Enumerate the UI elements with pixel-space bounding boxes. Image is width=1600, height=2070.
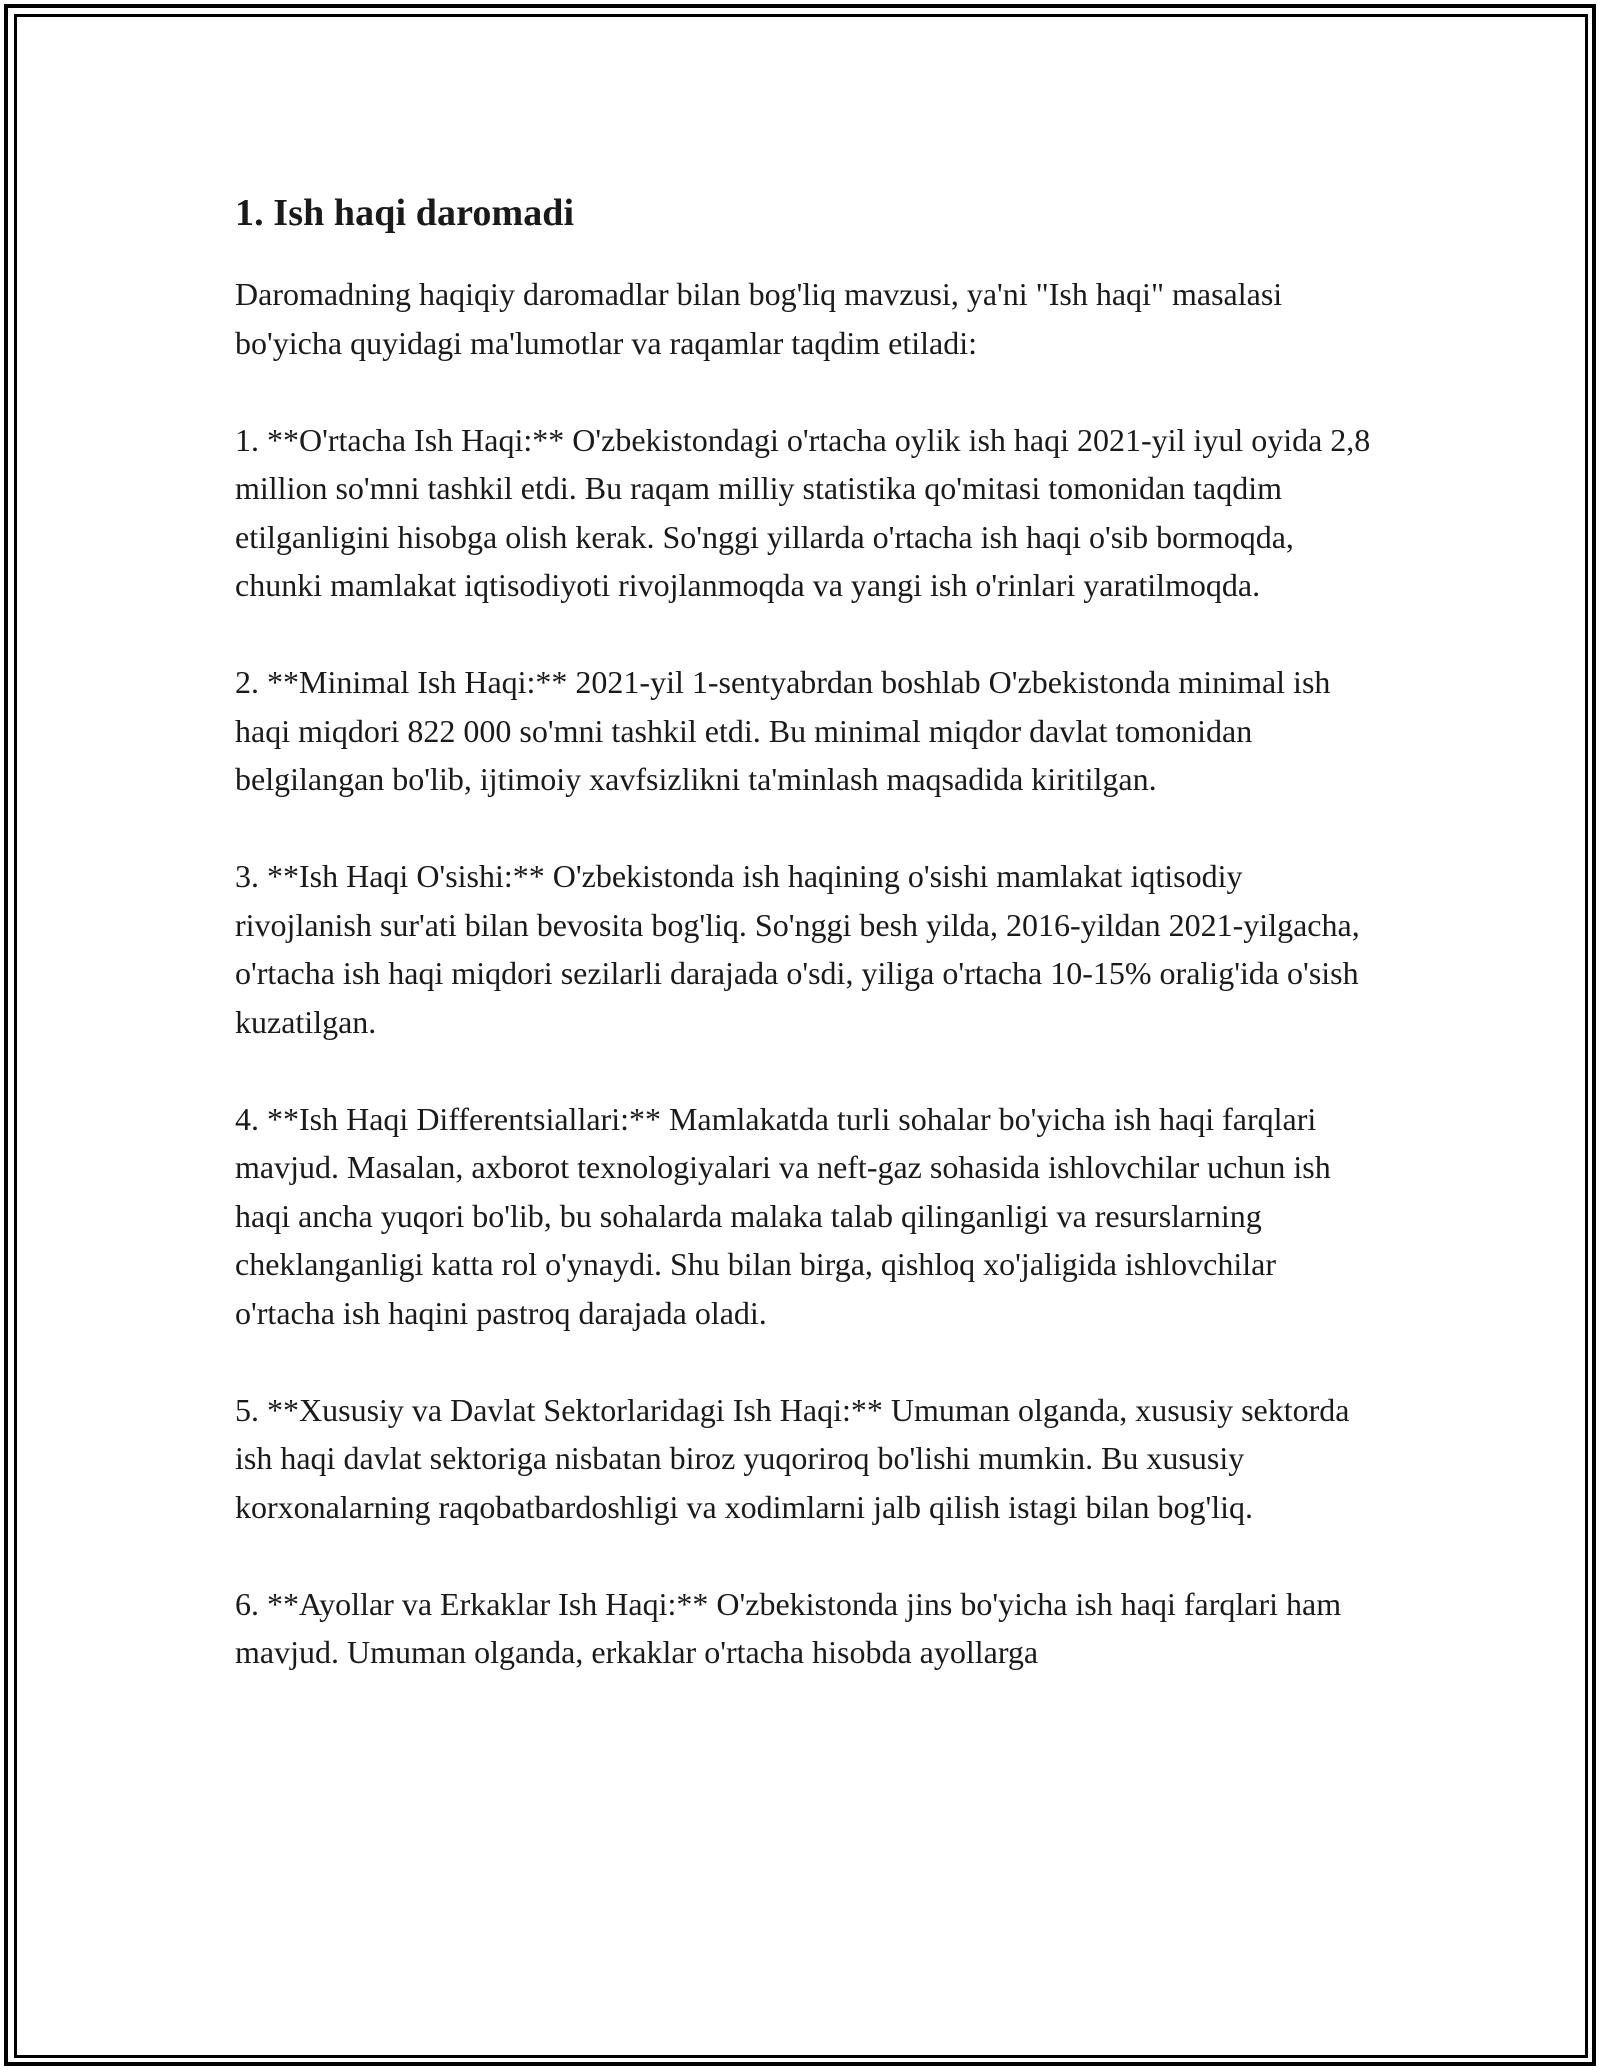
list-item: 1. **O'rtacha Ish Haqi:** O'zbekistondagi o'rtacha oylik ish haqi 2021-yil iyul oyida 2,8 million so'mni tashkil etdi. Bu raqam milliy statistika qo'mitasi tomonidan taqdim etilganligini hisobga olish kerak. So'nggi yillarda o'rtacha ish haqi o'sib bormoqda, chunki mamlakat iqtisodiyoti rivojlanmoqda va yangi ish o'rinlari yaratilmoqda. (235, 421, 1371, 603)
list-item: 2. **Minimal Ish Haqi:** 2021-yil 1-sentyabrdan boshlab O'zbekistonda minimal ish haqi miqdori 822 000 so'mni tashkil etdi. Bu minimal miqdor davlat tomonidan belgilangan bo'lib, ijtimoiy xavfsizlikni ta'minlash maqsadida kiritilgan. (235, 664, 1331, 797)
intro-paragraph: Daromadning haqiqiy daromadlar bilan bog'liq mavzusi, ya'ni "Ish haqi" masalasi bo'yicha quyidagi ma'lumotlar va raqamlar taqdim etiladi: (235, 276, 1283, 361)
list-item: 3. **Ish Haqi O'sishi:** O'zbekistonda ish haqining o'sishi mamlakat iqtisodiy rivojlanish sur'ati bilan bevosita bog'liq. So'nggi besh yilda, 2016-yildan 2021-yilgacha, o'rtacha ish haqi miqdori sezilarli darajada o'sdi, yiliga o'rtacha 10-15% oralig'ida o'sish kuzatilgan. (235, 858, 1360, 1040)
list-item: 5. **Xususiy va Davlat Sektorlaridagi Ish Haqi:** Umuman olganda, xususiy sektorda ish haqi davlat sektoriga nisbatan biroz yuqoriroq bo'lishi mumkin. Bu xususiy korxonalarning raqobatbardoshligi va xodimlarni jalb qilish istagi bilan bog'liq. (235, 1391, 1350, 1525)
document-body (235, 188, 1375, 1677)
list-item: 4. **Ish Haqi Differentsiallari:** Mamlakatda turli sohalar bo'yicha ish haqi farqlari mavjud. Masalan, axborot texnologiyalari va neft-gaz sohasida ishlovchilar uchun ish haqi ancha yuqori bo'lib, bu sohalarda malaka talab qilinganligi va resurslarning cheklanganligi katta rol o'ynaydi. Shu bilan birga, qishloq xo'jaligida ishlovchilar o'rtacha ish haqini pastroq darajada oladi. (235, 1100, 1331, 1331)
section-title: 1. Ish haqi daromadi (235, 192, 575, 234)
list-item: 6. **Ayollar va Erkaklar Ish Haqi:** O'zbekistonda jins bo'yicha ish haqi farqlari ham mavjud. Umuman olganda, erkaklar o'rtacha hisobda ayollarga (235, 1585, 1342, 1670)
